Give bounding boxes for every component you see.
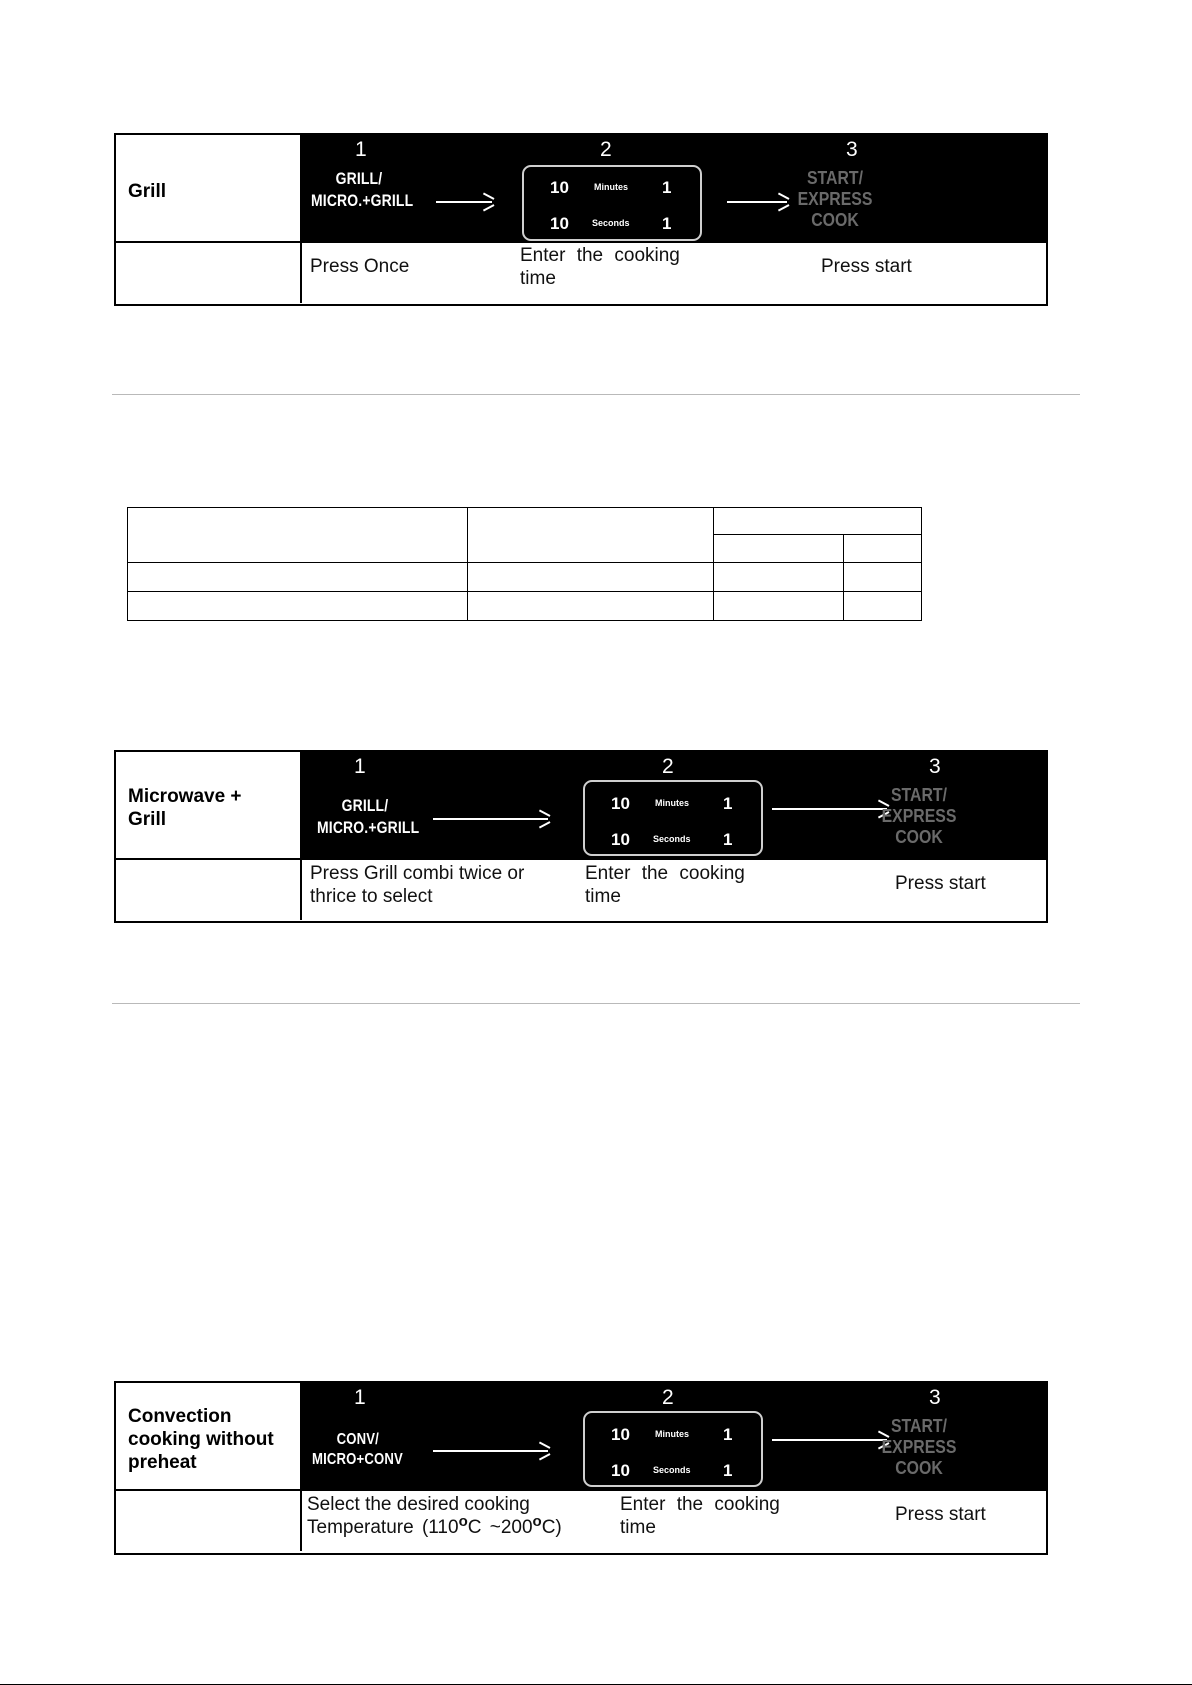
blank-cell [116,860,302,920]
blank-cell [116,1491,302,1551]
panel-title: Convection cooking without preheat [128,1406,274,1473]
description-row [302,860,1046,920]
step-number: 2 [662,1386,674,1409]
control-panel-strip [302,135,1046,243]
step-description: Enter the cooking time [520,245,680,289]
degree-symbol: o [458,1513,468,1530]
temperature-range: Temperature (110$^o$C ~200$^o$C) [307,1513,562,1538]
panel-title: Grill [128,181,167,202]
table-cell [714,563,844,592]
panel-title: Microwave + Grill [128,786,242,830]
empty-table [127,507,922,621]
arrow-right-icon [433,1444,550,1458]
grill-panel [114,133,1048,306]
step-description: Press Grill combi twice or thrice to select [310,863,525,907]
panel-title-cell [116,1383,302,1491]
divider [112,1003,1080,1004]
table-cell [468,508,714,563]
table-cell [128,563,468,592]
table-cell [128,508,468,563]
start-express-cook-button[interactable]: START/ EXPRESS COOK [797,168,873,230]
step-number: 1 [354,755,366,778]
conv-micro-conv-button[interactable]: CONV/ MICRO+CONV [312,1431,403,1468]
arrow-right-icon [433,812,550,826]
step-description: Select the desired cooking Temperature (110$^o$C ~200$^o$C) [307,1493,597,1539]
panel-title-cell [116,752,302,860]
microwave-grill-panel [114,750,1048,923]
step-description: Press start [895,873,986,894]
table-cell [468,563,714,592]
time-display: 10 Minutes 1 10 Seconds 1 [522,165,702,241]
blank-cell [116,243,302,303]
table-cell [714,508,922,535]
step-number: 2 [662,755,674,778]
time-display: 10 Minutes 1 10 Seconds 1 [583,780,763,856]
step-description: Press Once [310,256,410,277]
arrow-right-icon [436,195,494,209]
arrow-right-icon [727,195,789,209]
step-description: Press start [821,256,912,277]
description-row [302,1491,1046,1551]
step-number: 3 [929,755,941,778]
grill-micro-grill-button[interactable]: GRILL/ MICRO.+GRILL [317,796,420,837]
start-express-cook-button[interactable]: START/ EXPRESS COOK [881,1416,957,1478]
description-row [302,243,1046,303]
table-cell [468,592,714,621]
step-description: Press start [895,1504,986,1525]
grill-micro-grill-button[interactable]: GRILL/ MICRO.+GRILL [311,169,414,210]
step-number: 3 [929,1386,941,1409]
table-cell [844,592,922,621]
degree-symbol: o [532,1513,542,1530]
step-description: Enter the cooking time [585,863,745,907]
convection-panel [114,1381,1048,1555]
control-panel-strip [302,1383,1046,1491]
step-description: Enter the cooking time [620,1494,780,1538]
table-cell [128,592,468,621]
step-number: 2 [600,138,612,161]
step-number: 1 [355,138,367,161]
table-cell [844,563,922,592]
control-panel-strip [302,752,1046,860]
panel-title-cell [116,135,302,243]
table-cell [714,592,844,621]
step-number: 3 [846,138,858,161]
start-express-cook-button[interactable]: START/ EXPRESS COOK [881,785,957,847]
step-number: 1 [354,1386,366,1409]
table-cell [714,535,844,563]
divider [112,394,1080,395]
table-cell [844,535,922,563]
time-display: 10 Minutes 1 10 Seconds 1 [583,1411,763,1487]
